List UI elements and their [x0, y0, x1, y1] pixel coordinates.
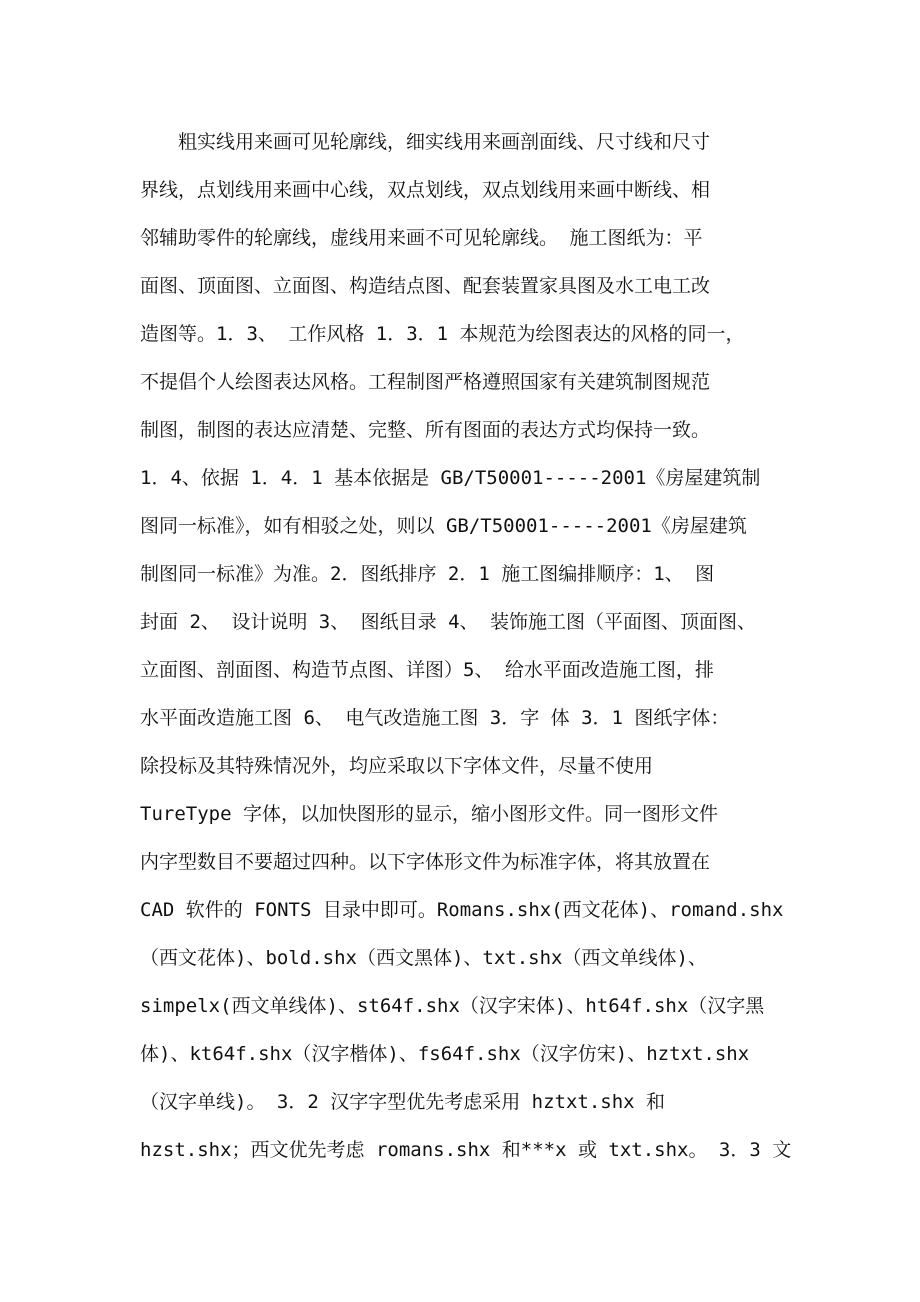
text-line: 立面图、剖面图、构造节点图、详图）5、 给水平面改造施工图，排	[140, 659, 714, 681]
text-line: 封面 2、 设计说明 3、 图纸目录 4、 装饰施工图（平面图、顶面图、	[140, 611, 756, 633]
text-line: 邻辅助零件的轮廓线，虚线用来画不可见轮廓线。 施工图纸为：平	[140, 227, 703, 249]
text-line: 造图等。1．3、 工作风格 1．3．1 本规范为绘图表达的风格的同一，	[140, 323, 745, 345]
body-text	[140, 118, 800, 1174]
text-line: 粗实线用来画可见轮廓线，细实线用来画剖面线、尺寸线和尺寸	[140, 131, 711, 153]
text-line: 水平面改造施工图 6、 电气改造施工图 3．字 体 3．1 图纸字体：	[140, 707, 730, 729]
text-line: CAD 软件的 FONTS 目录中即可。Romans.shx(西文花体)、romand.shx	[140, 899, 784, 921]
text-line: 1．4、依据 1．4．1 基本依据是 GB/T50001-----2001《房屋建筑制	[140, 467, 761, 489]
text-line: （西文花体)、bold.shx（西文黑体)、txt.shx（西文单线体)、	[140, 947, 707, 969]
text-line: 内字型数目不要超过四种。以下字体形文件为标准字体，将其放置在	[140, 851, 711, 873]
text-line: 界线，点划线用来画中心线，双点划线，双点划线用来画中断线、相	[140, 179, 711, 201]
text-line: 体)、kt64f.shx（汉字楷体)、fs64f.shx（汉字仿宋)、hztxt.shx	[140, 1043, 750, 1065]
text-line: 面图、顶面图、立面图、构造结点图、配套装置家具图及水工电工改	[140, 275, 711, 297]
text-line: （汉字单线)。 3．2 汉字字型优先考虑采用 hztxt.shx 和	[140, 1091, 666, 1113]
text-line: 除投标及其特殊情况外，均应采取以下字体文件，尽量不使用	[140, 755, 654, 777]
text-line: 制图同一标准》为准。2．图纸排序 2．1 施工图编排顺序：1、 图	[140, 563, 715, 585]
text-line: TureType 字体，以加快图形的显示，缩小图形文件。同一图形文件	[140, 803, 718, 825]
text-line: simpelx(西文单线体)、st64f.shx（汉字宋体)、ht64f.shx（汉字黑	[140, 995, 765, 1017]
text-line: 不提倡个人绘图表达风格。工程制图严格遵照国家有关建筑制图规范	[140, 371, 711, 393]
text-line: hzst.shx；西文优先考虑 romans.shx 和***x 或 txt.shx。 3．3 文	[140, 1139, 792, 1161]
text-line: 图同一标准》，如有相驳之处，则以 GB/T50001-----2001《房屋建筑	[140, 515, 747, 537]
text-line: 制图，制图的表达应清楚、完整、所有图面的表达方式均保持一致。	[140, 419, 711, 441]
